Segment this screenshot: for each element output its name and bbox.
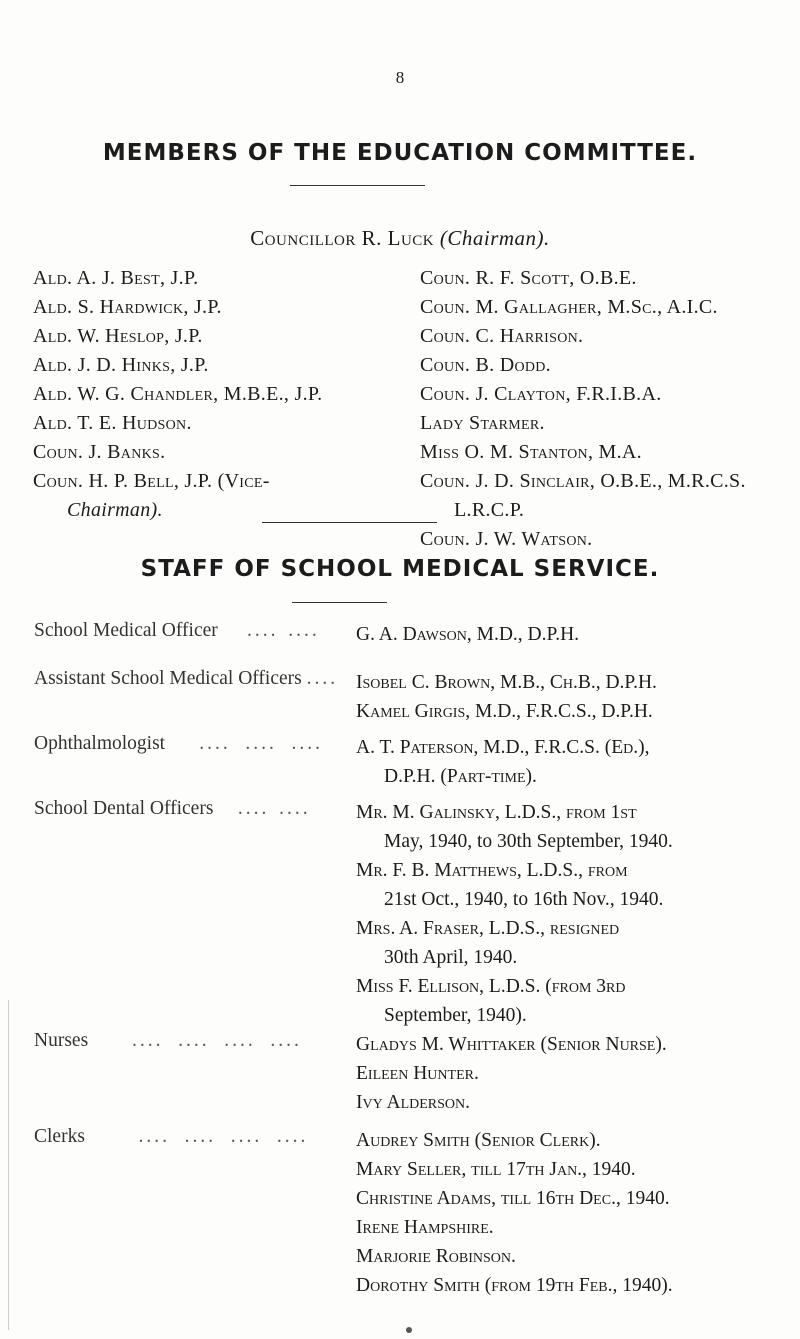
staff-name: Mary Seller, till 17th Jan., 1940. xyxy=(356,1159,636,1180)
page-edge-line xyxy=(8,1000,9,1330)
staff-name: A. T. Paterson, M.D., F.R.C.S. (Ed.), xyxy=(356,737,650,758)
role-label: Clerks .... .... .... .... xyxy=(34,1126,309,1147)
member: Coun. M. Gallagher, M.Sc., A.I.C. xyxy=(420,296,718,318)
member-continued: L.R.C.P. xyxy=(454,499,525,521)
member: Coun. B. Dodd. xyxy=(420,354,551,376)
member-continued: Chairman). xyxy=(67,499,163,521)
names-list xyxy=(356,1030,786,1117)
role-label: Assistant School Medical Officers .... xyxy=(34,668,339,689)
staff-name: Gladys M. Whittaker (Senior Nurse). xyxy=(356,1034,667,1055)
chairman-line xyxy=(0,226,800,251)
staff-name: Audrey Smith (Senior Clerk). xyxy=(356,1130,601,1151)
staff-name: Mrs. A. Fraser, L.D.S., resigned xyxy=(356,918,620,939)
divider xyxy=(262,522,437,523)
staff-name: Ivy Alderson. xyxy=(356,1092,471,1113)
staff-name: Christine Adams, till 16th Dec., 1940. xyxy=(356,1188,670,1209)
staff-name: Marjorie Robinson. xyxy=(356,1246,516,1267)
staff-name: Kamel Girgis, M.D., F.R.C.S., D.P.H. xyxy=(356,701,653,722)
member: Coun. J. W. Watson. xyxy=(420,528,593,550)
staff-name-continued: 30th April, 1940. xyxy=(384,947,518,968)
member: Coun. H. P. Bell, J.P. (Vice- xyxy=(33,470,270,492)
members-right-column xyxy=(420,264,746,554)
member: Coun. R. F. Scott, O.B.E. xyxy=(420,267,637,289)
member: Coun. J. D. Sinclair, O.B.E., M.R.C.S. xyxy=(420,470,746,492)
staff-name: G. A. Dawson, M.D., D.P.H. xyxy=(356,624,580,645)
member: Ald. S. Hardwick, J.P. xyxy=(33,296,222,318)
names-list xyxy=(356,668,786,726)
member: Lady Starmer. xyxy=(420,412,545,434)
printer-dot xyxy=(406,1327,412,1333)
staff-name: Eileen Hunter. xyxy=(356,1063,479,1084)
role-label: School Dental Officers .... .... xyxy=(34,798,311,819)
divider xyxy=(292,602,387,603)
staff-heading: STAFF OF SCHOOL MEDICAL SERVICE. xyxy=(140,556,660,582)
role-label: Ophthalmologist .... .... .... xyxy=(34,733,323,754)
role-label: School Medical Officer .... .... xyxy=(34,620,320,641)
role-label: Nurses .... .... .... .... xyxy=(34,1030,302,1051)
staff-name: Mr. M. Galinsky, L.D.S., from 1st xyxy=(356,802,637,823)
chairman-name: Councillor R. Luck xyxy=(250,226,435,250)
members-left-column xyxy=(33,264,322,525)
staff-name: Irene Hampshire. xyxy=(356,1217,494,1238)
divider xyxy=(290,185,425,186)
staff-name-continued: 21st Oct., 1940, to 16th Nov., 1940. xyxy=(384,889,664,910)
member: Ald. J. D. Hinks, J.P. xyxy=(33,354,209,376)
names-list xyxy=(356,733,786,791)
staff-name-continued: May, 1940, to 30th September, 1940. xyxy=(384,831,673,852)
staff-name: Isobel C. Brown, M.B., Ch.B., D.P.H. xyxy=(356,672,657,693)
member: Miss O. M. Stanton, M.A. xyxy=(420,441,642,463)
staff-name: Mr. F. B. Matthews, L.D.S., from xyxy=(356,860,628,881)
staff-name-continued: D.P.H. (Part-time). xyxy=(384,766,537,787)
member: Ald. A. J. Best, J.P. xyxy=(33,267,199,289)
member: Coun. J. Banks. xyxy=(33,441,166,463)
committee-heading: MEMBERS OF THE EDUCATION COMMITTEE. xyxy=(102,140,698,166)
page-number: 8 xyxy=(395,68,405,87)
member: Ald. W. Heslop, J.P. xyxy=(33,325,203,347)
names-list xyxy=(356,798,786,1030)
names-list xyxy=(356,1126,786,1300)
member: Ald. T. E. Hudson. xyxy=(33,412,192,434)
member: Coun. C. Harrison. xyxy=(420,325,584,347)
member: Coun. J. Clayton, F.R.I.B.A. xyxy=(420,383,662,405)
member: Ald. W. G. Chandler, M.B.E., J.P. xyxy=(33,383,323,405)
names-list xyxy=(356,620,786,649)
staff-name: Dorothy Smith (from 19th Feb., 1940). xyxy=(356,1275,673,1296)
staff-name: Miss F. Ellison, L.D.S. (from 3rd xyxy=(356,976,626,997)
chairman-role: (Chairman). xyxy=(439,226,550,250)
staff-name-continued: September, 1940). xyxy=(384,1005,527,1026)
